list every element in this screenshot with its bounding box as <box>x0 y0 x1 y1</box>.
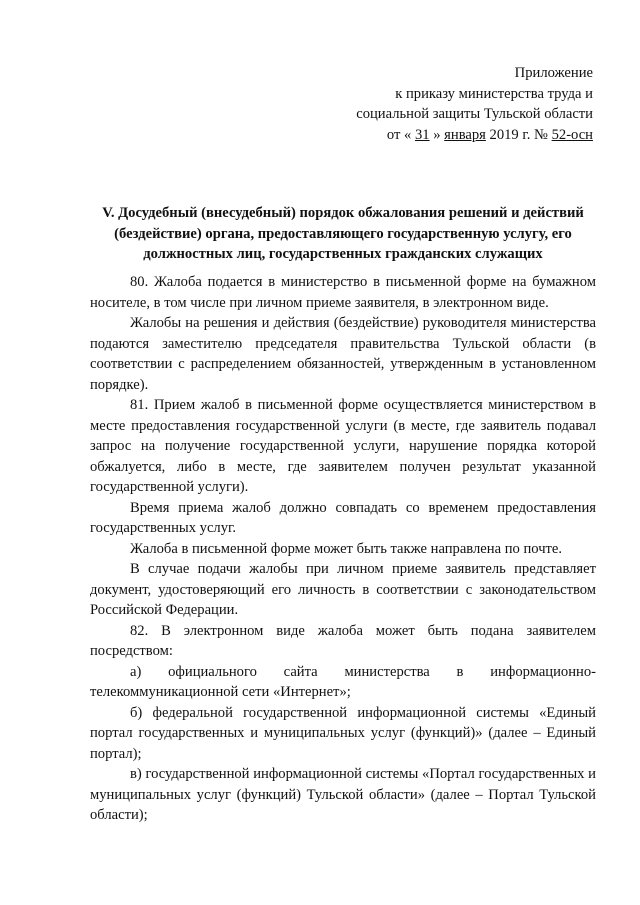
appendix-date-line <box>356 125 593 146</box>
list-item-b: б) федеральной государственной информационной системы «Единый портал государственных и муниципальных услуг (функций)» (далее – Единый портал); <box>90 704 596 762</box>
appendix-ministry: социальной защиты Тульской области <box>356 106 593 122</box>
paragraph-81: 81. Прием жалоб в письменной форме осуществляется министерством в месте предоставления государственной услуги (в месте, где заявитель подавал запрос на получение государственной услуги, нарушение порядка которой обжалуется, либо в месте, где заявителем получен результат указанной государственной услуги). <box>90 397 596 495</box>
appendix-title: Приложение <box>514 65 593 81</box>
paragraph-82: 82. В электронном виде жалоба может быть подана заявителем посредством: <box>90 622 596 659</box>
paragraph-complaints-head: Жалобы на решения и действия (бездействие) руководителя министерства подаются заместителю председателя правительства Тульской области (в соответствии с распределением обязанностей, утвержденным в установленном порядке). <box>90 315 596 393</box>
document-body <box>90 272 596 826</box>
section-heading: V. Досудебный (внесудебный) порядок обжалования решений и действий (бездействие) органа, предоставляющего государственную услугу, его должностных лиц, государственных гражданских служащих <box>102 205 584 262</box>
date-day: 31 <box>414 126 430 143</box>
paragraph-reception-time: Время приема жалоб должно совпадать со временем предоставления государственных услуг. <box>90 499 596 536</box>
date-month: января <box>444 126 486 143</box>
appendix-block <box>356 63 593 145</box>
list-item-v: в) государственной информационной системы «Портал государственных и муниципальных услуг (функций) Тульской области» (далее – Портал Тульской области); <box>90 766 596 823</box>
order-number: 52-осн <box>551 126 593 143</box>
paragraph-mail: Жалоба в письменной форме может быть также направлена по почте. <box>130 540 563 557</box>
list-item-a: а) официального сайта министерства в информационно-телекоммуникационной сети «Интернет»; <box>90 663 596 700</box>
date-prefix: от « <box>386 126 415 143</box>
date-separator: » <box>429 126 445 143</box>
appendix-order-ref: к приказу министерства труда и <box>395 85 593 102</box>
paragraph-80: 80. Жалоба подается в министерство в письменной форме на бумажном носителе, в том числе при личном приеме заявителя, в электронном виде. <box>90 274 596 311</box>
date-year: 2019 г. № <box>485 126 552 143</box>
paragraph-personal-reception: В случае подачи жалобы при личном приеме заявитель представляет документ, удостоверяющий его личность в соответствии с законодательством Российской Федерации. <box>90 561 596 618</box>
